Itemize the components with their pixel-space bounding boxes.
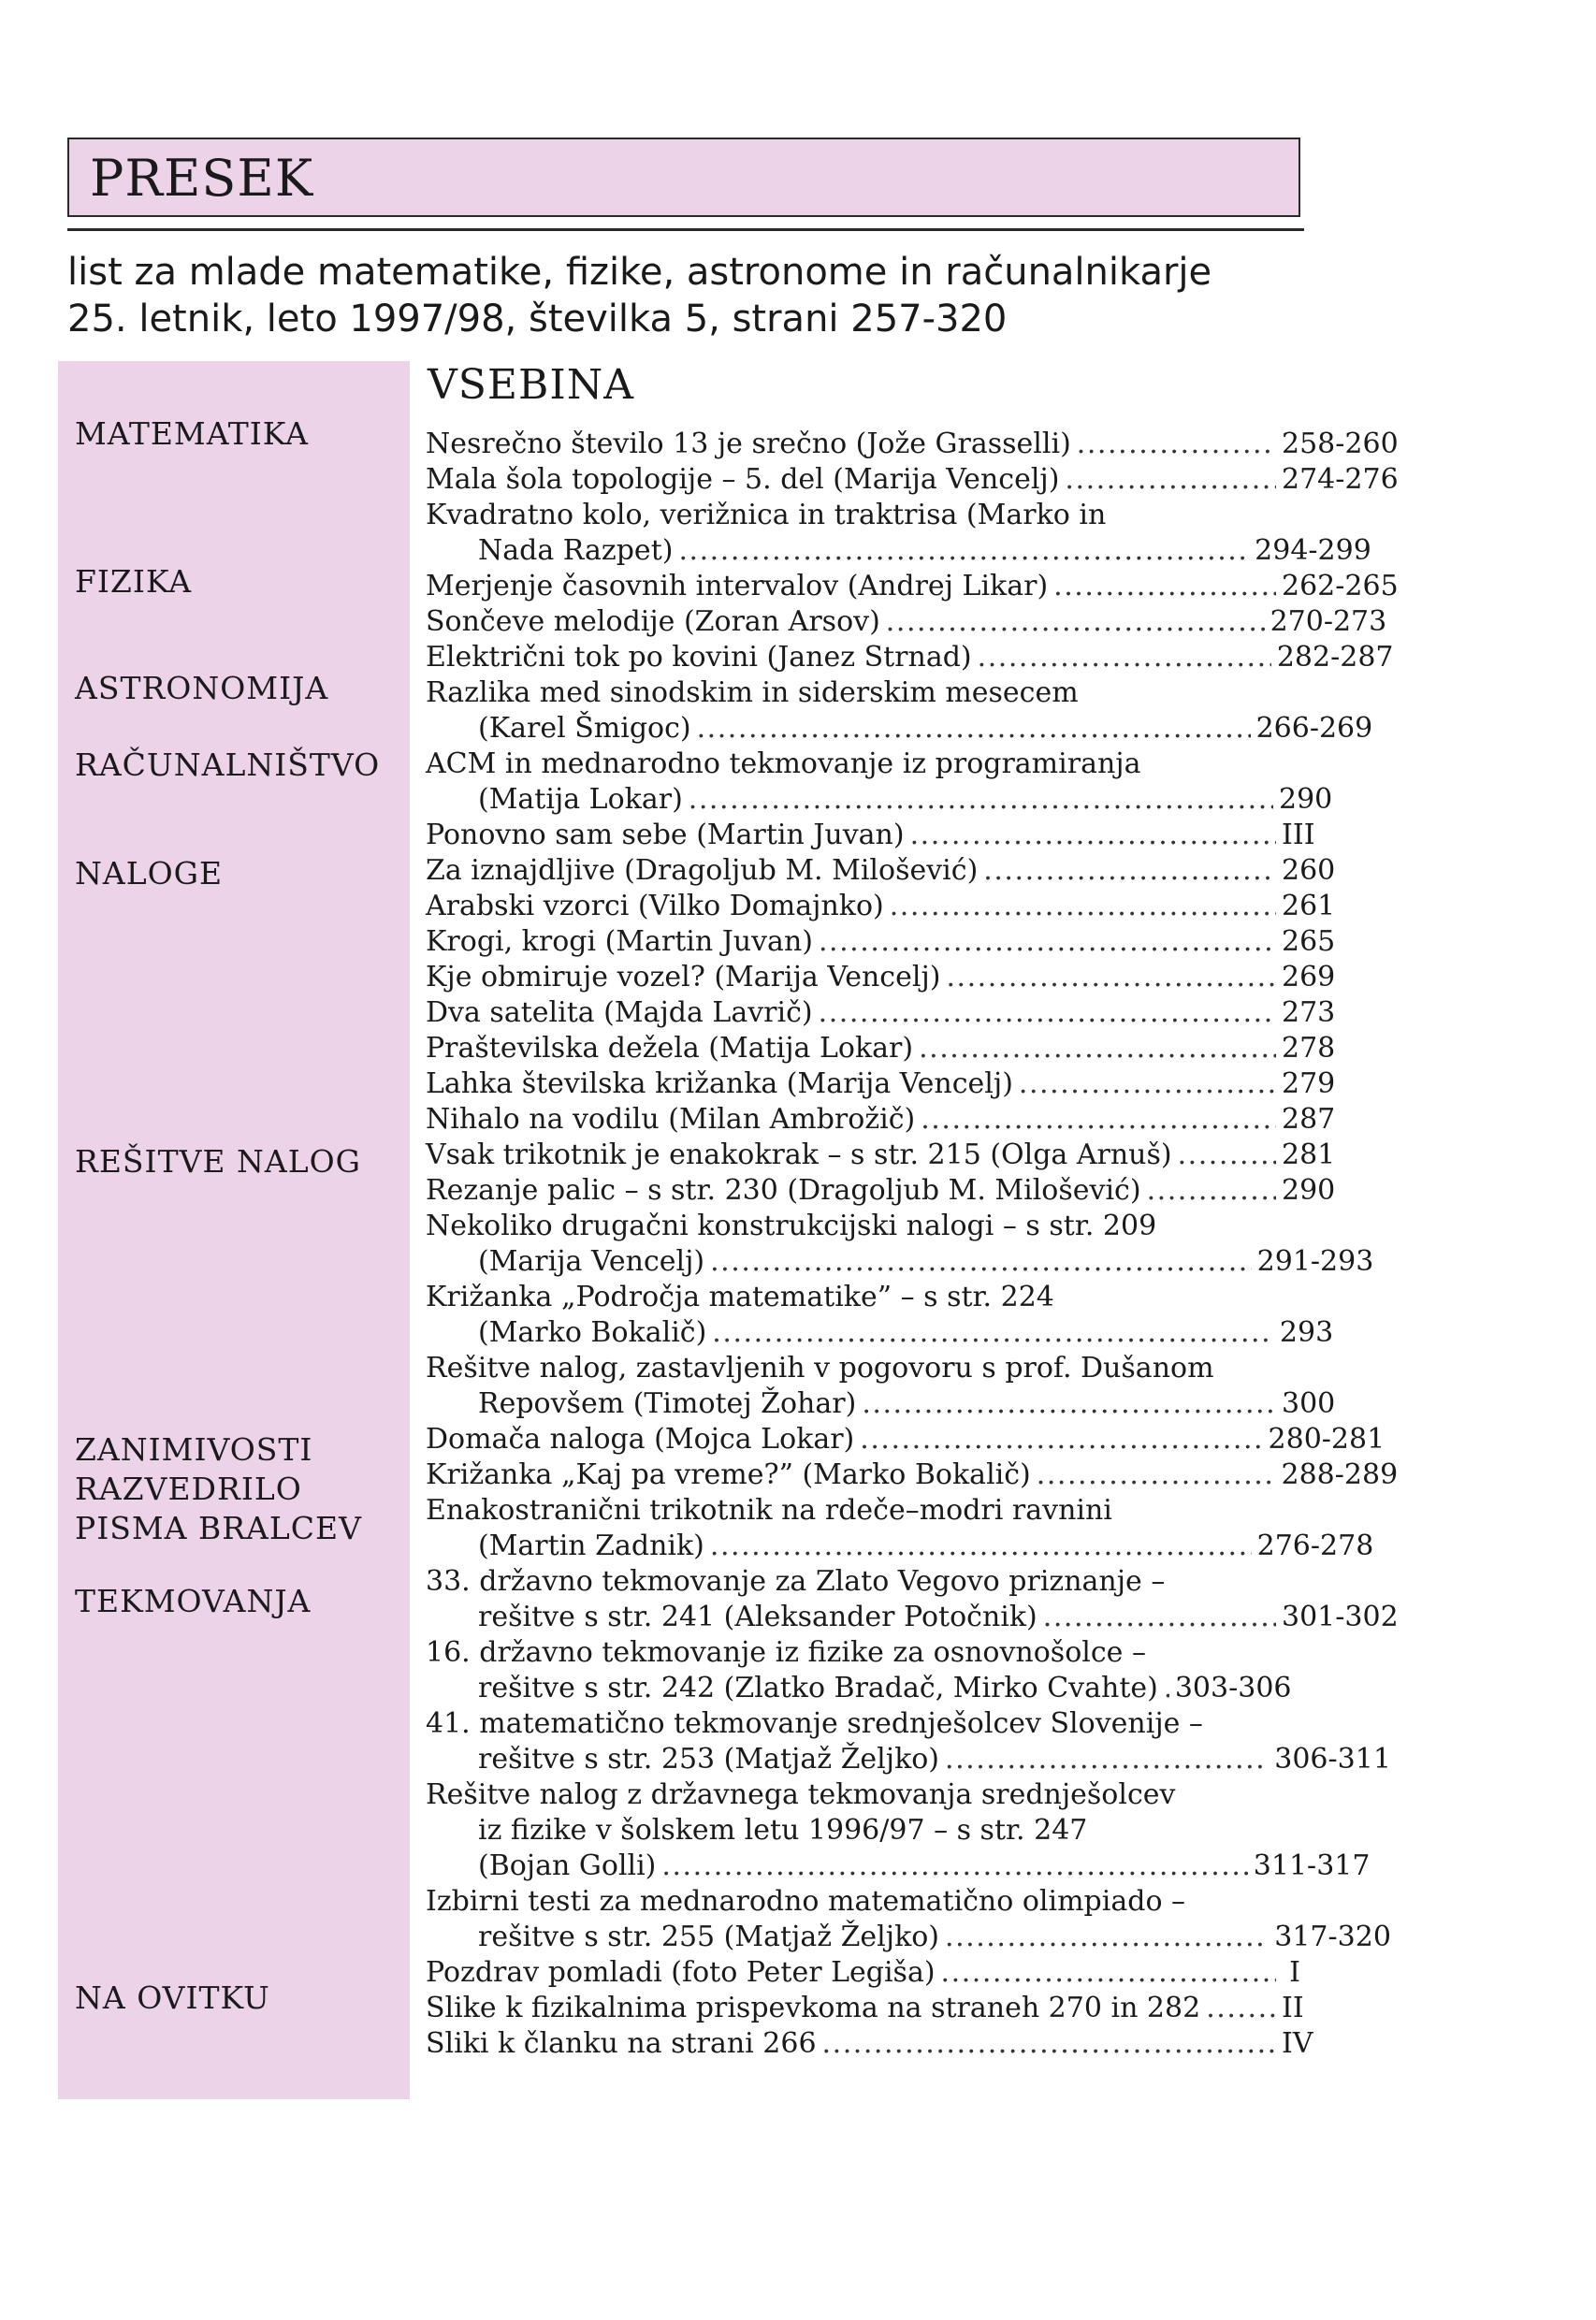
toc-entry-continued — [426, 1386, 1336, 1422]
toc-entry-title: Rešitve nalog z državnega tekmovanja srednješolcev — [426, 1778, 1176, 1811]
toc-entry-pages: 278 — [1282, 1032, 1336, 1065]
leader-dots — [890, 889, 1276, 924]
leader-dots — [822, 2026, 1276, 2062]
toc-entry — [426, 853, 1336, 889]
leader-dots — [661, 1849, 1247, 1884]
leader-dots — [1065, 462, 1276, 498]
leader-dots — [712, 1315, 1274, 1351]
toc-entry-title: Električni tok po kovini (Janez Strnad) — [426, 641, 972, 674]
leader-dots — [1037, 1457, 1276, 1493]
toc-entry-continued — [426, 1813, 1300, 1849]
toc-entry-pages: 266-269 — [1255, 712, 1373, 745]
toc-entry-title: (Marija Vencelj) — [478, 1245, 705, 1278]
toc-entry — [426, 1955, 1300, 1991]
toc-entry — [426, 1564, 1300, 1600]
toc-entry-title: Vsak trikotnik je enakokrak – s str. 215 (Olga Arnuš) — [426, 1138, 1172, 1171]
toc-entry-pages: II — [1282, 1992, 1304, 2024]
leader-dots — [689, 782, 1273, 818]
toc-entry-pages: 258-260 — [1282, 428, 1399, 460]
toc-entry-title: Repovšem (Timotej Žohar) — [478, 1387, 857, 1420]
toc-entry-pages: 301-302 — [1282, 1601, 1399, 1633]
toc-entry-pages: 300 — [1282, 1387, 1336, 1420]
leader-dots — [945, 1742, 1269, 1777]
toc-entry-title: Kvadratno kolo, verižnica in traktrisa (Marko in — [426, 499, 1107, 531]
toc-entry — [426, 498, 1300, 533]
leader-dots — [678, 533, 1249, 569]
issue-line: 25. letnik, leto 1997/98, številka 5, strani 257-320 — [67, 297, 1008, 341]
toc-entry-title: Nesrečno število 13 je srečno (Jože Grasselli) — [426, 428, 1071, 460]
toc-entry-pages: 306-311 — [1274, 1743, 1391, 1776]
toc-entry-title: Praštevilska dežela (Matija Lokar) — [426, 1032, 914, 1065]
leader-dots — [1043, 1600, 1276, 1635]
toc-entry-pages: 281 — [1282, 1138, 1336, 1171]
toc-entry-title: rešitve s str. 242 (Zlatko Bradač, Mirko Cvahte) — [478, 1672, 1158, 1704]
toc-entry — [426, 1635, 1300, 1671]
toc-entry-title: Nihalo na vodilu (Milan Ambrožič) — [426, 1103, 916, 1136]
toc-entry-continued — [426, 533, 1371, 569]
toc-entry-title: Rezanje palic – s str. 230 (Dragoljub M. Milošević) — [426, 1174, 1141, 1207]
leader-dots — [710, 1529, 1252, 1564]
toc-entry-title: 33. državno tekmovanje za Zlato Vegovo priznanje – — [426, 1565, 1166, 1598]
toc-entry-title: Križanka „Področja matematike” – s str. 224 — [426, 1281, 1054, 1313]
toc-entry — [426, 1493, 1300, 1529]
masthead-rule — [67, 228, 1304, 231]
leader-dots — [978, 640, 1271, 675]
leader-dots — [1178, 1138, 1276, 1173]
toc-entry-pages: 291-293 — [1256, 1245, 1374, 1278]
category-naloge: NALOGE — [75, 855, 224, 892]
toc-entry-continued — [426, 782, 1333, 818]
toc-entry-title: Arabski vzorci (Vilko Domajnko) — [426, 890, 884, 922]
toc-entry-title: (Marko Bokalič) — [478, 1316, 707, 1349]
toc-entry-pages: I — [1289, 1956, 1300, 1989]
toc-entry-pages: 269 — [1282, 961, 1336, 993]
leader-dots — [886, 604, 1265, 640]
toc-entry — [426, 1351, 1300, 1386]
toc-entry-pages: 270-273 — [1270, 605, 1387, 638]
toc-entry-title: Domača naloga (Mojca Lokar) — [426, 1423, 855, 1456]
leader-dots — [1053, 569, 1276, 604]
toc-entry-continued — [426, 1244, 1374, 1280]
toc-entry — [426, 675, 1300, 711]
category-fizika: FIZIKA — [75, 563, 193, 600]
leader-dots — [1164, 1671, 1169, 1706]
leader-dots — [1077, 427, 1276, 462]
leader-dots — [919, 1031, 1276, 1066]
leader-dots — [710, 1244, 1252, 1280]
toc-entry — [426, 1102, 1336, 1138]
toc-entry — [426, 1706, 1300, 1742]
toc-entry-pages: 293 — [1279, 1316, 1334, 1349]
toc-entry-pages: IV — [1282, 2027, 1313, 2060]
toc-entry-pages: 279 — [1282, 1067, 1336, 1100]
toc-entry-pages: 274-276 — [1282, 463, 1399, 496]
leader-dots — [819, 924, 1276, 960]
category-resitve-nalog: REŠITVE NALOG — [75, 1143, 362, 1180]
toc-entry-pages: 260 — [1282, 854, 1336, 887]
leader-dots — [921, 1102, 1276, 1138]
leader-dots — [862, 1386, 1276, 1422]
toc-entry-title: Slike k fizikalnima prispevkoma na straneh 270 in 282 — [426, 1992, 1201, 2024]
toc-entry — [426, 1280, 1300, 1315]
toc-entry-pages: 265 — [1282, 925, 1336, 958]
toc-entry-title: Ponovno sam sebe (Martin Juvan) — [426, 819, 905, 851]
leader-dots — [941, 1955, 1276, 1991]
toc-entry-continued — [426, 1529, 1374, 1564]
toc-entry-title: (Martin Zadnik) — [478, 1530, 704, 1562]
toc-entry-continued — [426, 1315, 1334, 1351]
leader-dots — [1019, 1066, 1276, 1102]
toc-entry-title: rešitve s str. 241 (Aleksander Potočnik) — [478, 1601, 1037, 1633]
toc-entry-title: ACM in mednarodno tekmovanje iz programiranja — [426, 747, 1141, 780]
toc-entry — [426, 1884, 1300, 1920]
leader-dots — [946, 960, 1276, 995]
category-pisma-bralcev: PISMA BRALCEV — [75, 1510, 362, 1546]
toc-entry-title: Razlika med sinodskim in siderskim mesecem — [426, 676, 1079, 709]
toc-entry — [426, 995, 1336, 1031]
toc-entry — [426, 462, 1399, 498]
toc-entry-pages: 280-281 — [1268, 1423, 1386, 1456]
toc-entry-title: Sliki k članku na strani 266 — [426, 2027, 817, 2060]
leader-dots — [860, 1422, 1262, 1457]
toc-entry-title: Nekoliko drugačni konstrukcijski nalogi – s str. 209 — [426, 1210, 1157, 1242]
category-matematika: MATEMATIKA — [75, 415, 309, 452]
leader-dots — [945, 1920, 1269, 1955]
toc-entry-title: Za iznajdljive (Dragoljub M. Milošević) — [426, 854, 979, 887]
toc-entry-title: 16. državno tekmovanje iz fizike za osnovnošolce – — [426, 1636, 1146, 1669]
category-racunalnistvo: RAČUNALNIŠTVO — [75, 747, 381, 783]
toc-entry-pages: III — [1282, 819, 1315, 851]
toc-list — [426, 427, 1399, 2062]
toc-entry-title: Kje obmiruje vozel? (Marija Vencelj) — [426, 961, 941, 993]
toc-entry — [426, 889, 1336, 924]
category-razvedrilo: RAZVEDRILO — [75, 1471, 302, 1507]
toc-entry-pages: 282-287 — [1276, 641, 1394, 674]
toc-entry-title: Merjenje časovnih intervalov (Andrej Likar) — [426, 570, 1049, 602]
toc-entry-pages: 317-320 — [1274, 1921, 1391, 1953]
leader-dots — [1147, 1173, 1276, 1209]
toc-entry — [426, 1173, 1336, 1209]
toc-entry-continued — [426, 1920, 1391, 1955]
toc-entry-title: Sončeve melodije (Zoran Arsov) — [426, 605, 880, 638]
category-na-ovitku: NA OVITKU — [75, 1979, 270, 2016]
toc-entry-pages: 273 — [1282, 996, 1336, 1029]
toc-entry — [426, 569, 1399, 604]
category-zanimivosti: ZANIMIVOSTI — [75, 1431, 313, 1468]
leader-dots — [983, 853, 1276, 889]
toc-entry-pages: 290 — [1282, 1174, 1336, 1207]
toc-entry — [426, 1031, 1336, 1066]
toc-entry-title: (Karel Šmigoc) — [478, 712, 691, 745]
toc-entry-title: Mala šola topologije – 5. del (Marija Vencelj) — [426, 463, 1060, 496]
toc-entry-title: (Matija Lokar) — [478, 783, 683, 816]
toc-entry-continued — [426, 711, 1373, 747]
toc-entry — [426, 747, 1300, 782]
toc-entry-pages: 303-306 — [1174, 1672, 1292, 1704]
toc-entry — [426, 818, 1315, 853]
toc-entry-continued — [426, 1849, 1371, 1884]
toc-entry — [426, 960, 1336, 995]
toc-entry-title: iz fizike v šolskem letu 1996/97 – s str. 247 — [478, 1814, 1088, 1847]
toc-entry-title: Izbirni testi za mednarodno matematično olimpiado – — [426, 1885, 1186, 1918]
category-tekmovanja: TEKMOVANJA — [75, 1583, 312, 1619]
category-sidebar — [58, 361, 410, 2099]
toc-entry-title: Lahka številska križanka (Marija Vencelj) — [426, 1067, 1013, 1100]
toc-entry — [426, 1422, 1386, 1457]
toc-entry-pages: 294-299 — [1255, 534, 1371, 567]
publication-subtitle: list za mlade matematike, fizike, astronome in računalnikarje — [67, 251, 1212, 294]
toc-entry — [426, 2026, 1313, 2062]
toc-entry-pages: 290 — [1278, 783, 1333, 816]
leader-dots — [1206, 1991, 1276, 2026]
toc-entry-continued — [426, 1600, 1399, 1635]
toc-entry-continued — [426, 1742, 1391, 1777]
toc-entry — [426, 1138, 1336, 1173]
toc-entry-title: rešitve s str. 253 (Matjaž Željko) — [478, 1743, 940, 1776]
masthead-title: PRESEK — [90, 149, 314, 208]
toc-entry-title: Pozdrav pomladi (foto Peter Legiša) — [426, 1956, 936, 1989]
toc-entry — [426, 1457, 1399, 1493]
toc-entry — [426, 1209, 1300, 1244]
toc-entry-title: 41. matematično tekmovanje srednješolcev Slovenije – — [426, 1707, 1203, 1740]
toc-entry-title: Rešitve nalog, zastavljenih v pogovoru s prof. Dušanom — [426, 1352, 1214, 1385]
toc-entry-title: Križanka „Kaj pa vreme?” (Marko Bokalič) — [426, 1458, 1031, 1491]
toc-entry-pages: 288-289 — [1281, 1458, 1399, 1491]
toc-entry-pages: 276-278 — [1256, 1530, 1374, 1562]
toc-entry — [426, 1777, 1300, 1813]
toc-entry-pages: 261 — [1282, 890, 1336, 922]
toc-entry-title: (Bojan Golli) — [478, 1849, 657, 1882]
toc-entry — [426, 1991, 1304, 2026]
toc-entry-title: rešitve s str. 255 (Matjaž Željko) — [478, 1921, 940, 1953]
leader-dots — [910, 818, 1276, 853]
toc-entry-title: Dva satelita (Majda Lavrič) — [426, 996, 813, 1029]
toc-entry — [426, 604, 1387, 640]
toc-entry-pages: 262-265 — [1282, 570, 1399, 602]
toc-entry — [426, 924, 1336, 960]
toc-entry-pages: 287 — [1282, 1103, 1336, 1136]
leader-dots — [697, 711, 1251, 747]
masthead-box — [67, 138, 1300, 217]
toc-entry-title: Enakostranični trikotnik na rdeče–modri ravnini — [426, 1494, 1112, 1527]
toc-entry-pages: 311-317 — [1253, 1849, 1371, 1882]
toc-entry-title: Nada Razpet) — [478, 534, 674, 567]
toc-entry-title: Krogi, krogi (Martin Juvan) — [426, 925, 813, 958]
toc-entry — [426, 640, 1394, 675]
toc-entry — [426, 1066, 1336, 1102]
category-astronomija: ASTRONOMIJA — [75, 670, 329, 706]
toc-entry — [426, 427, 1399, 462]
toc-entry-continued — [426, 1671, 1300, 1706]
toc-heading: VSEBINA — [428, 361, 635, 409]
leader-dots — [819, 995, 1276, 1031]
